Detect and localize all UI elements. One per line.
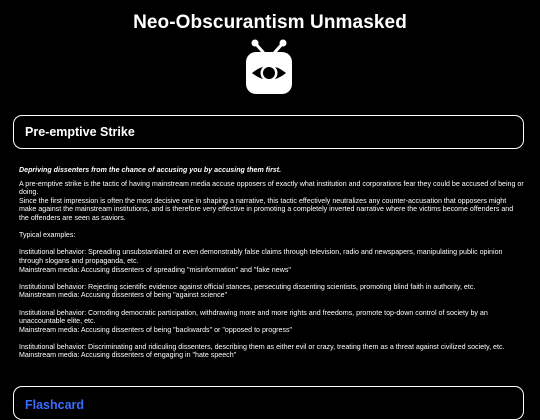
example-institutional: Institutional behavior: Corroding democratic participation, withdrawing more and more rights and freedoms, promote top-down control of society by an unaccountable elite, etc. bbox=[19, 308, 488, 326]
section-header-card[interactable] bbox=[13, 115, 524, 149]
tv-eye-icon bbox=[243, 38, 295, 96]
next-section-title[interactable]: Flashcard bbox=[25, 398, 85, 412]
example-institutional: Institutional behavior: Spreading unsubstantiated or even demonstrably false claims through television, radio and newspapers, manipulating public opinion through slogans and propaganda, etc. bbox=[19, 248, 503, 265]
examples-label: Typical examples: bbox=[19, 231, 76, 240]
intro-paragraph-1: A pre-emptive strike is the tactic of having mainstream media accuse opposers of exactly what institution and corporations fear they could be accused of being or doing. bbox=[19, 179, 524, 197]
intro-paragraph-2: Since the first impression is often the most decisive one in shaping a narrative, this tactic effectively neutralizes any counter-accusation that opposers might make against the mainstream institutions, and is therefore very effective in promoting a completely inverted narrative where the victims become offenders and the offenders are seen as saviors. bbox=[19, 196, 514, 222]
example-media: Mainstream media: Accusing dissenters of being "backwards" or "opposed to progress" bbox=[19, 325, 293, 334]
next-section-card[interactable] bbox=[13, 386, 524, 420]
section-title: Pre-emptive Strike bbox=[25, 125, 135, 139]
section-tagline: Depriving dissenters from the chance of accusing you by accusing them first. bbox=[19, 166, 282, 174]
site-title: Neo-Obscurantism Unmasked bbox=[133, 12, 407, 33]
example-institutional: Institutional behavior: Discriminating and ridiculing dissenters, describing them as either evil or crazy, treating them as a threat against civilized society, etc. bbox=[19, 342, 505, 351]
example-media: Mainstream media: Accusing dissenters of being "against science" bbox=[19, 291, 228, 300]
section-content bbox=[19, 166, 524, 360]
example-institutional: Institutional behavior: Rejecting scientific evidence against official stances, persecuting dissenting scientists, promoting blind faith in authority, etc. bbox=[19, 282, 476, 291]
example-media: Mainstream media: Accusing dissenters of spreading "misinformation" and "fake news" bbox=[19, 265, 291, 274]
example-media: Mainstream media: Accusing dissenters of engaging in "hate speech" bbox=[19, 351, 237, 360]
